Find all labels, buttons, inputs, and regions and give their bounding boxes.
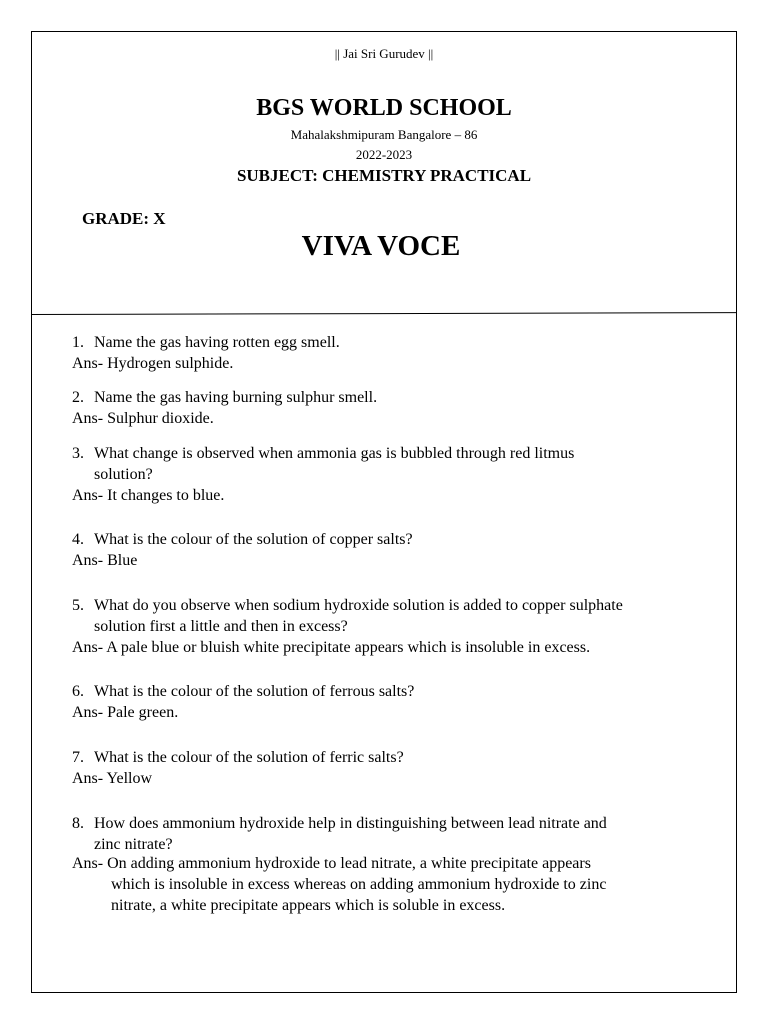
invocation-text: || Jai Sri Gurudev || [334,46,434,61]
question-text: What is the colour of the solution of copper salts? [94,531,413,548]
academic-year: 2022-2023 [355,147,413,162]
answer-7 [72,768,152,789]
question-1 [72,332,340,353]
answer-text: Ans- Yellow [72,770,153,787]
answer-text: Ans- Hydrogen sulphide. [72,355,234,372]
question-8 [72,813,607,855]
question-text-cont: zinc nitrate? [94,836,173,853]
question-text-cont: solution? [94,466,153,483]
answer-text: Ans- It changes to blue. [72,487,225,504]
grade-label: GRADE: X [82,209,166,228]
question-4 [72,529,413,550]
question-number: 6. [72,683,84,700]
question-text: What change is observed when ammonia gas is bubbled through red litmus [94,445,575,462]
answer-text: Ans- Blue [72,552,138,569]
question-text: Name the gas having rotten egg smell. [94,334,340,351]
answer-8 [72,853,606,916]
school-name: BGS WORLD SCHOOL [256,95,512,121]
answer-2 [72,408,214,429]
answer-text: Ans- A pale blue or bluish white precipitate appears which is insoluble in excess. [72,639,591,656]
answer-text: Ans- Pale green. [72,704,179,721]
question-text: What is the colour of the solution of ferrous salts? [94,683,415,700]
question-number: 7. [72,749,84,766]
question-text: Name the gas having burning sulphur smell. [94,389,378,406]
question-number: 2. [72,389,84,406]
question-number: 1. [72,334,84,351]
answer-text-cont: nitrate, a white precipitate appears which is soluble in excess. [111,897,506,914]
answer-3 [72,485,224,506]
question-text-cont: solution first a little and then in excess? [94,618,348,635]
answer-6 [72,702,178,723]
answer-text-cont: which is insoluble in excess whereas on adding ammonium hydroxide to zinc [111,876,607,893]
question-5 [72,595,623,637]
question-text: What do you observe when sodium hydroxide solution is added to copper sulphate [94,597,623,614]
answer-text: Ans- On adding ammonium hydroxide to lead nitrate, a white precipitate appears [72,855,591,872]
question-2 [72,387,377,408]
question-7 [72,747,404,768]
answer-text: Ans- Sulphur dioxide. [72,410,214,427]
school-address: Mahalakshmipuram Bangalore – 86 [290,127,478,142]
answer-4 [72,550,137,571]
subject-heading: SUBJECT: CHEMISTRY PRACTICAL [236,166,532,185]
answer-5 [72,637,590,658]
answer-1 [72,353,233,374]
question-number: 5. [72,597,84,614]
question-number: 4. [72,531,84,548]
question-text: How does ammonium hydroxide help in distinguishing between lead nitrate and [94,815,607,832]
question-number: 8. [72,815,84,832]
question-3 [72,443,574,485]
question-text: What is the colour of the solution of ferric salts? [94,749,404,766]
question-number: 3. [72,445,84,462]
page-title: VIVA VOCE [301,230,461,262]
question-6 [72,681,414,702]
